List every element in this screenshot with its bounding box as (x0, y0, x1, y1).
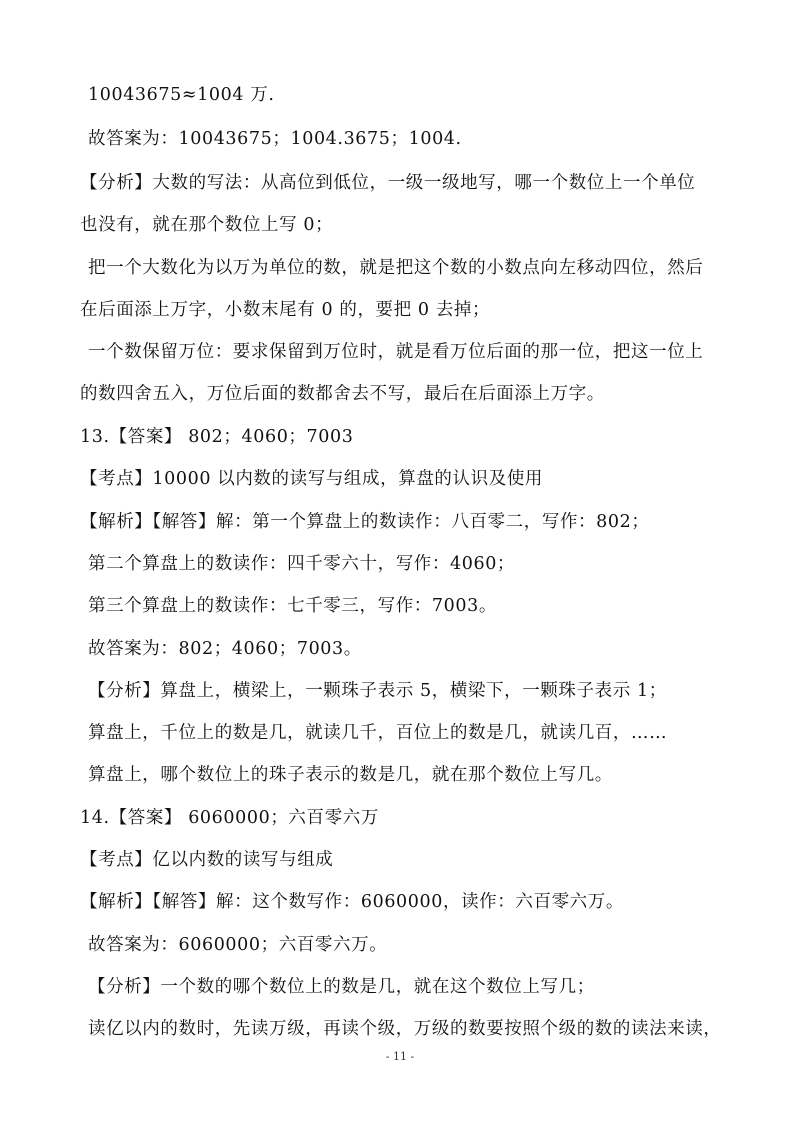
question-13-solution: 【解析】【解答】解：第一个算盘上的数读作：八百零二，写作：802； (80, 512, 650, 532)
page-number: - 11 - (385, 1050, 415, 1063)
question-14-topic: 【考点】亿以内数的读写与组成 (80, 850, 334, 870)
question-13-topic: 【考点】10000 以内数的读写与组成，算盘的认识及使用 (80, 469, 544, 489)
text-line: 第二个算盘上的数读作：四千零六十，写作：4060； (88, 554, 516, 574)
text-line: 算盘上，千位上的数是几，就读几千，百位上的数是几，就读几百，…… (88, 723, 668, 743)
text-line: 算盘上，哪个数位上的珠子表示的数是几，就在那个数位上写几。 (88, 765, 613, 785)
text-line: 故答案为：802；4060；7003。 (88, 639, 362, 659)
text-line: 10043675≈1004 万. (88, 85, 275, 105)
question-13-analysis: 【分析】算盘上，横梁上，一颗珠子表示 5，横梁下，一颗珠子表示 1； (88, 681, 667, 701)
text-line: 故答案为：6060000；六百零六万。 (88, 935, 388, 955)
text-line: 【分析】大数的写法：从高位到低位，一级一级地写，哪一个数位上一个单位 (80, 173, 696, 193)
text-line: 的数四舍五入，万位后面的数都舍去不写，最后在后面添上万字。 (80, 384, 605, 404)
text-line: 一个数保留万位：要求保留到万位时，就是看万位后面的那一位，把这一位上 (88, 342, 704, 362)
text-line: 故答案为：10043675；1004.3675；1004. (88, 129, 462, 149)
question-14-solution: 【解析】【解答】解：这个数写作：6060000，读作：六百零六万。 (80, 892, 624, 912)
question-13-answer: 13.【答案】 802；4060；7003 (80, 427, 354, 447)
text-line: 读亿以内的数时，先读万级，再读个级，万级的数要按照个级的数的读法来读， (88, 1019, 722, 1039)
question-14-answer: 14.【答案】 6060000；六百零六万 (80, 808, 379, 828)
text-line: 第三个算盘上的数读作：七千零三，写作：7003。 (88, 596, 497, 616)
text-line: 也没有，就在那个数位上写 0； (80, 215, 334, 235)
text-line: 把一个大数化为以万为单位的数，就是把这个数的小数点向左移动四位，然后 (88, 258, 704, 278)
question-14-analysis: 【分析】一个数的哪个数位上的数是几，就在这个数位上写几； (88, 977, 595, 997)
text-line: 在后面添上万字，小数末尾有 0 的，要把 0 去掉； (80, 300, 491, 320)
